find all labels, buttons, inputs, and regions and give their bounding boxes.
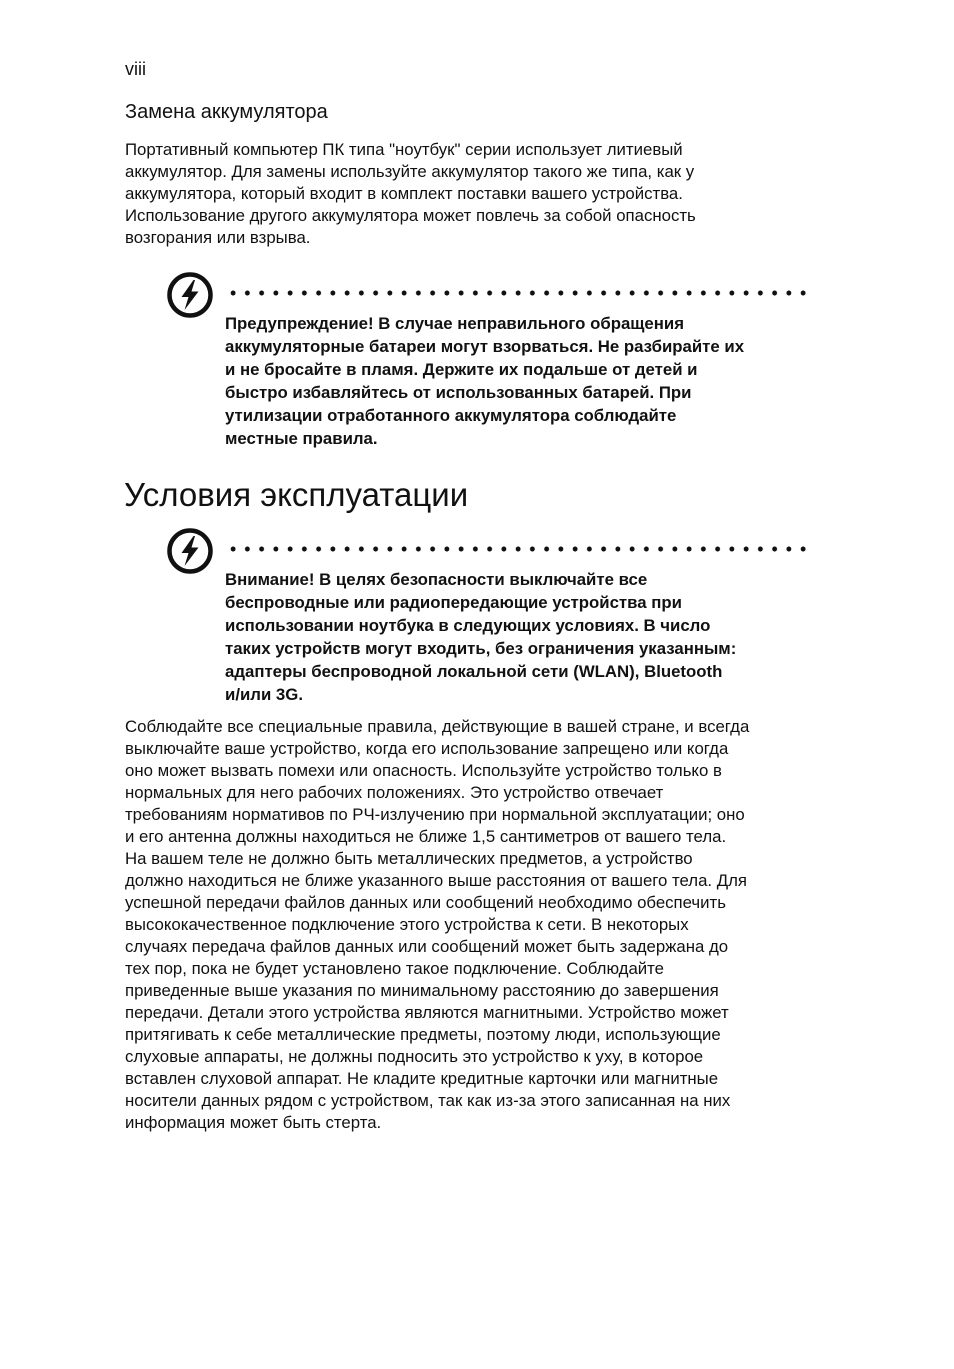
lightning-warning-icon — [166, 527, 214, 575]
paragraph-line: приведенные выше указания по минимальному расстоянию до завершения — [125, 981, 719, 1000]
paragraph-line: случаях передача файлов данных или сообщений может быть задержана до — [125, 937, 729, 956]
warning-line: беспроводные или радиопередающие устройства при — [225, 593, 682, 612]
warning-line: Внимание! В целях безопасности выключайте все — [225, 570, 648, 589]
warning-line: утилизации отработанного аккумулятора соблюдайте — [225, 406, 677, 425]
warning-line: Предупреждение! В случае неправильного обращения — [225, 314, 685, 333]
paragraph-line: нормальных для него рабочих положениях. Это устройство отвечает — [125, 783, 664, 802]
paragraph-line: успешной передачи файлов данных или сообщений необходимо обеспечить — [125, 893, 726, 912]
paragraph-line: слуховые аппараты, не должны подносить это устройство к уху, в которое — [125, 1047, 704, 1066]
dotted-divider — [226, 546, 810, 552]
battery-warning-text — [225, 312, 825, 450]
warning-line: аккумуляторные батареи могут взорваться. Не разбирайте их — [225, 337, 745, 356]
paragraph-line: вставлен слуховой аппарат. Не кладите кредитные карточки или магнитные — [125, 1069, 719, 1088]
warning-line: и не бросайте в пламя. Держите их подальше от детей и — [225, 360, 698, 379]
paragraph-line: выключайте ваше устройство, когда его использование запрещено или когда — [125, 739, 729, 758]
warning-line: быстро избавляйтесь от использованных батарей. При — [225, 383, 692, 402]
paragraph-line: возгорания или взрыва. — [125, 228, 311, 247]
paragraph-line: высококачественное подключение этого устройства к сети. В некоторых — [125, 915, 689, 934]
paragraph-line: Использование другого аккумулятора может повлечь за собой опасность — [125, 206, 696, 225]
paragraph-line: притягивать к себе металлические предметы, поэтому люди, использующие — [125, 1025, 721, 1044]
dotted-divider — [226, 290, 810, 296]
paragraph-line: Соблюдайте все специальные правила, действующие в вашей стране, и всегда — [125, 717, 750, 736]
paragraph-line: информация может быть стерта. — [125, 1113, 382, 1132]
warning-line: и/или 3G. — [225, 685, 303, 704]
paragraph-line: передачи. Детали этого устройства являются магнитными. Устройство может — [125, 1003, 729, 1022]
paragraph-line: На вашем теле не должно быть металлических предметов, а устройство — [125, 849, 693, 868]
warning-line: местные правила. — [225, 429, 378, 448]
lightning-warning-icon — [166, 271, 214, 319]
section-heading-battery: Замена аккумулятора — [125, 101, 328, 123]
warning-line: таких устройств могут входить, без ограничения указанным: — [225, 639, 737, 658]
paragraph-line: Портативный компьютер ПК типа "ноутбук" серии использует литиевый — [125, 140, 683, 159]
paragraph-line: и его антенна должны находиться не ближе 1,5 сантиметров от вашего тела. — [125, 827, 727, 846]
warning-line: использовании ноутбука в следующих условиях. В число — [225, 616, 711, 635]
paragraph-line: оно может вызвать помехи или опасность. Используйте устройство только в — [125, 761, 722, 780]
paragraph-line: тех пор, пока не будет установлено такое подключение. Соблюдайте — [125, 959, 665, 978]
paragraph-line: носители данных рядом с устройством, так как из-за этого записанная на них — [125, 1091, 731, 1110]
paragraph-line: требованиям нормативов по РЧ-излучению при нормальной эксплуатации; оно — [125, 805, 745, 824]
paragraph-line: аккумулятор. Для замены используйте аккумулятор такого же типа, как у — [125, 162, 695, 181]
paragraph-line: аккумулятора, который входит в комплект поставки вашего устройства. — [125, 184, 683, 203]
paragraph-line: должно находиться не ближе указанного выше расстояния от вашего тела. Для — [125, 871, 748, 890]
page-number: viii — [125, 59, 146, 79]
battery-paragraph — [125, 139, 825, 249]
warning-line: адаптеры беспроводной локальной сети (WLAN), Bluetooth — [225, 662, 723, 681]
operating-warning-text — [225, 568, 825, 706]
section-heading-operating: Условия эксплуатации — [124, 476, 469, 513]
operating-paragraph — [125, 716, 825, 1134]
